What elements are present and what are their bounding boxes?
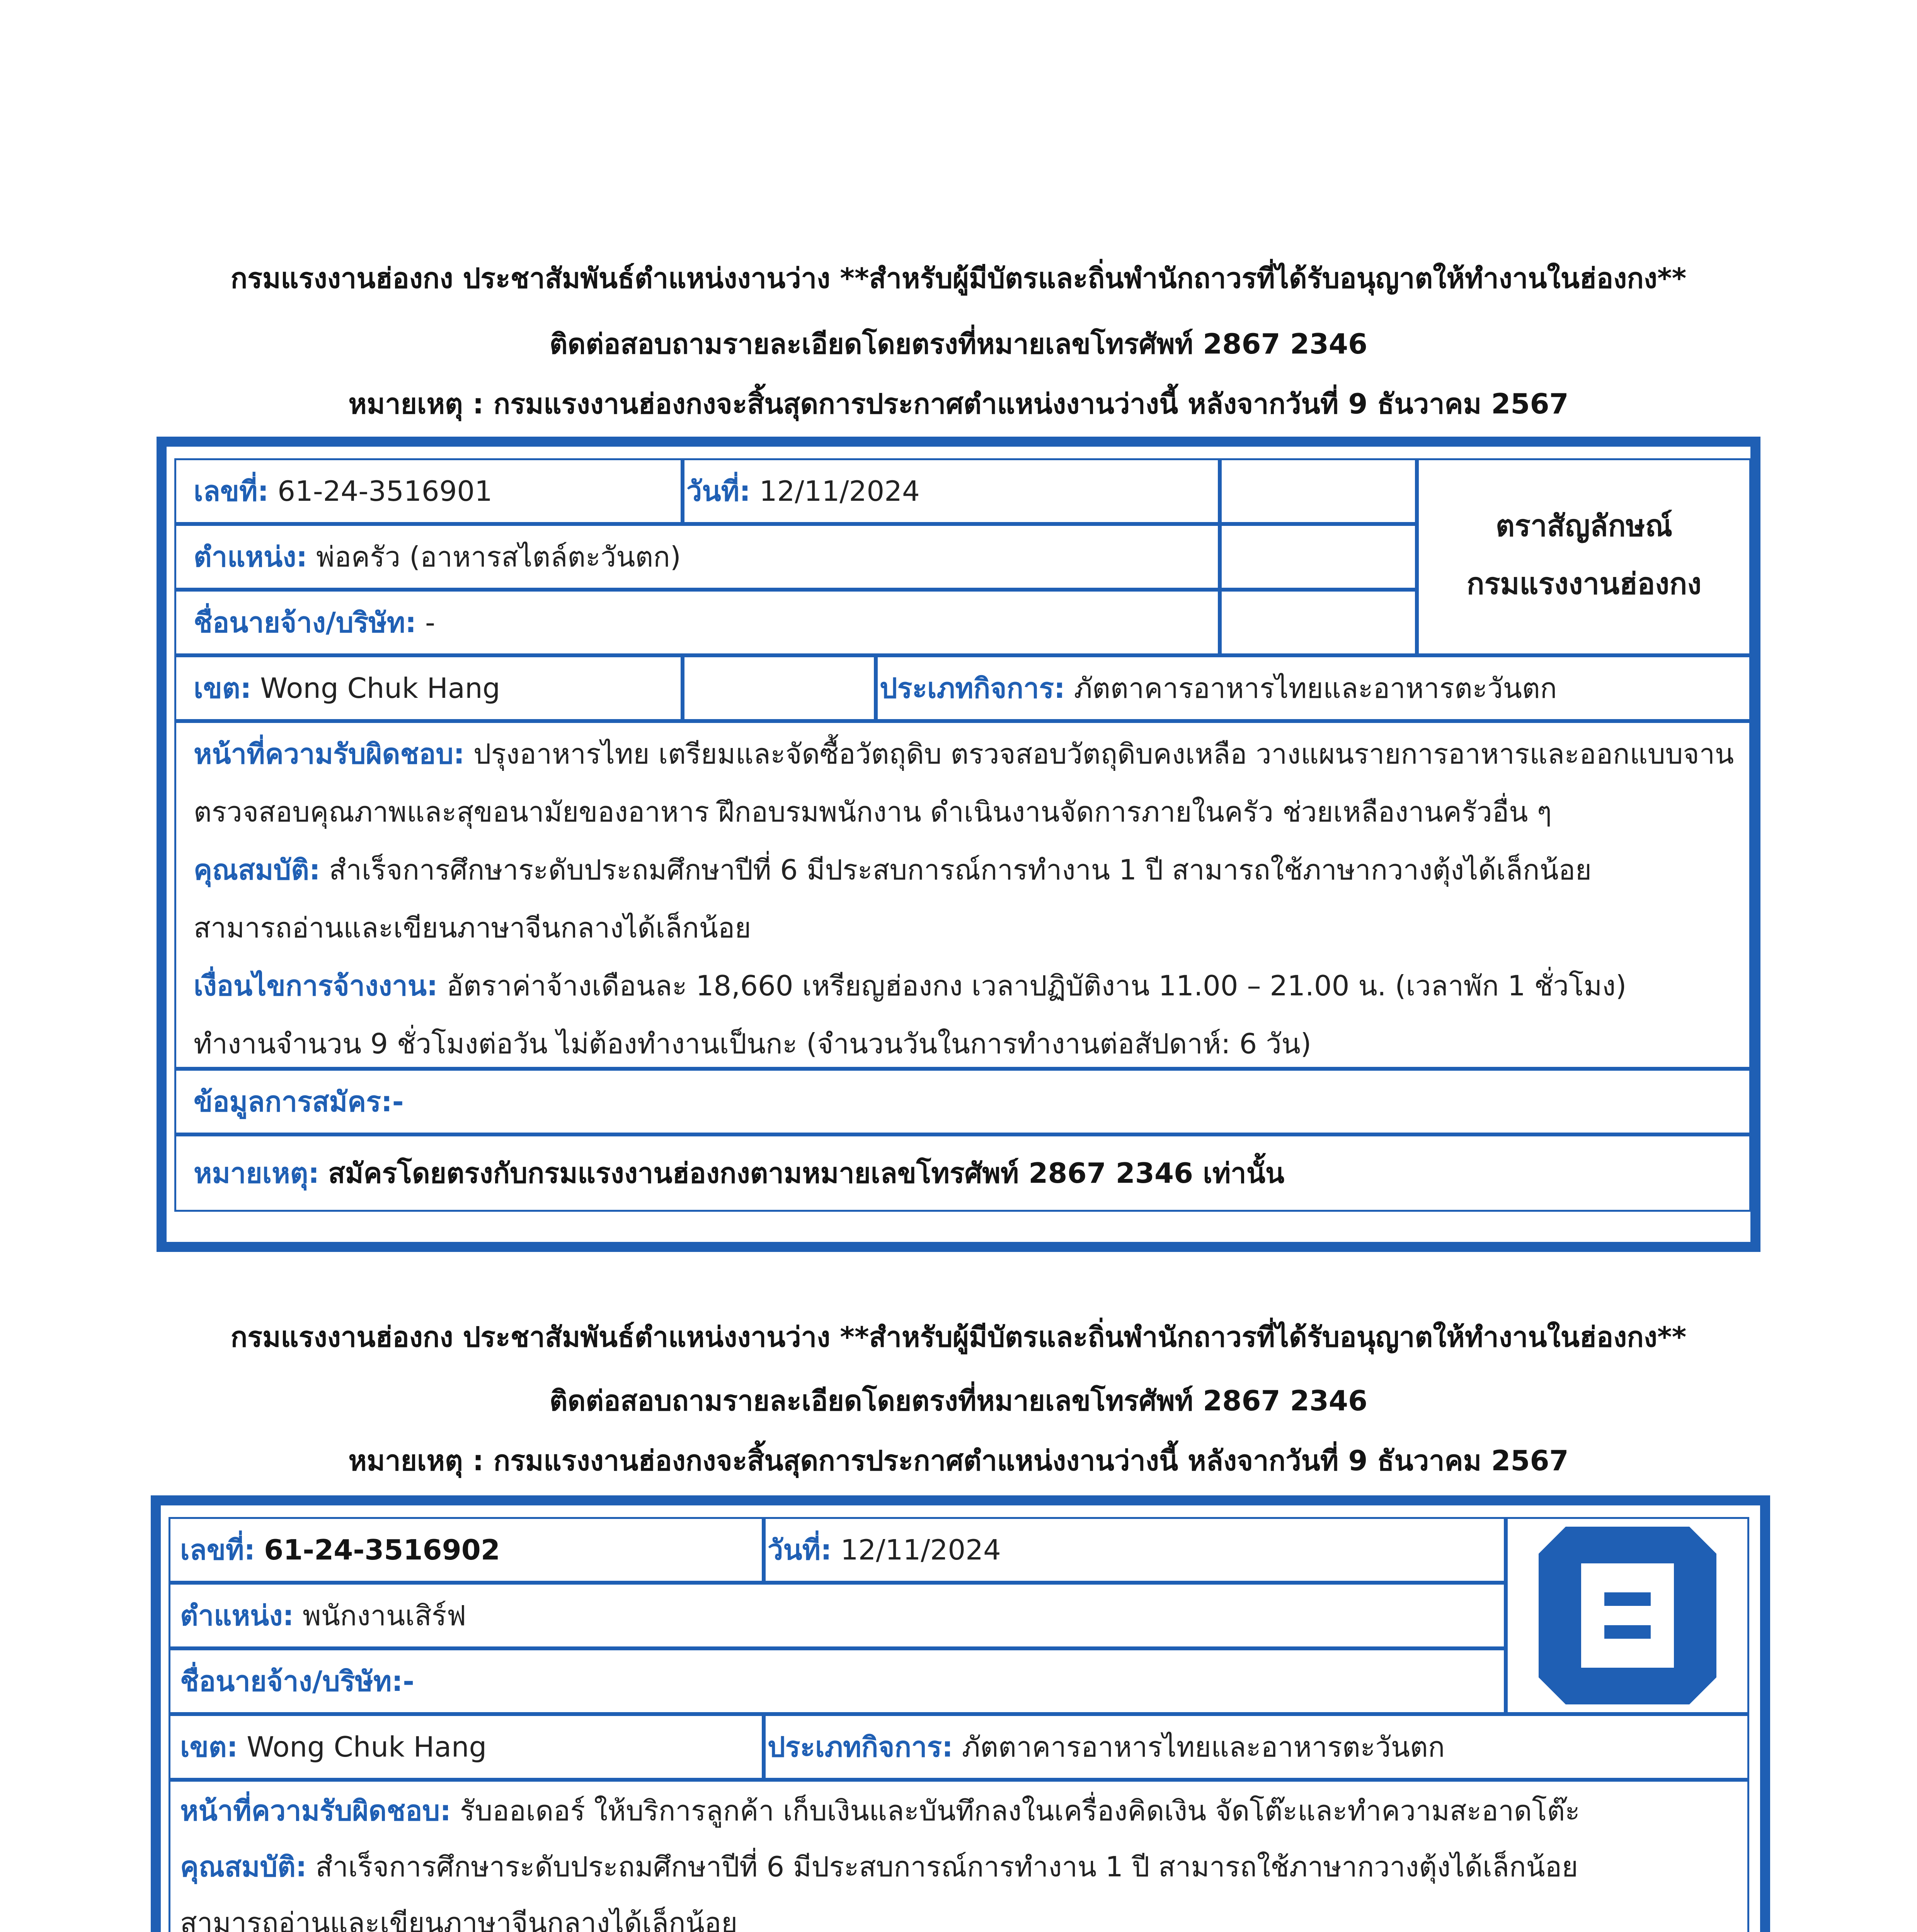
notice2-duties-line1: รับออเดอร์ ให้บริการลูกค้า เก็บเงินและบันทึกลงในเครื่องคิดเงิน จัดโต๊ะและทำความสะอาดโต๊ะ bbox=[460, 1794, 1580, 1827]
notice1-employer-label: ชื่อนายจ้าง/บริษัท: bbox=[194, 606, 417, 639]
notice2-business bbox=[768, 1718, 1445, 1776]
notice2-no bbox=[180, 1521, 500, 1579]
notice1-date bbox=[686, 462, 920, 520]
notice1-note-label: หมายเหตุ: bbox=[194, 1157, 320, 1189]
notice1-no-label: เลขที่: bbox=[194, 475, 269, 507]
notice1-date-label: วันที่: bbox=[686, 475, 751, 507]
notice2-qual-label: คุณสมบัติ: bbox=[180, 1850, 307, 1883]
notice2-district-value: Wong Chuk Hang bbox=[247, 1731, 487, 1763]
notice1-position-label: ตำแหน่ง: bbox=[194, 541, 308, 573]
notice2-card bbox=[151, 1495, 1770, 1932]
notice2-duties bbox=[180, 1782, 1580, 1840]
notice1-header-line3: หมายเหตุ : กรมแรงงานฮ่องกงจะสิ้นสุดการประกาศตำแหน่งงานว่างนี้ หลังจากวันที่ 9 ธันวาคม 2567 bbox=[348, 388, 1569, 420]
notice1-duties-label: หน้าที่ความรับผิดชอบ: bbox=[194, 738, 465, 770]
notice1-card bbox=[157, 437, 1760, 1252]
notice1-logo-cell bbox=[1417, 458, 1751, 655]
notice2-business-label: ประเภทกิจการ: bbox=[768, 1731, 953, 1763]
notice2-date-label: วันที่: bbox=[768, 1534, 832, 1566]
notice1-employer-value: - bbox=[425, 606, 435, 639]
notice1-business bbox=[880, 659, 1557, 717]
notice2-qual-line2: สามารถอ่านและเขียนภาษาจีนกลางได้เล็กน้อย bbox=[180, 1906, 738, 1932]
notice2-no-value: 61-24-3516902 bbox=[264, 1534, 500, 1566]
notice2-qual bbox=[180, 1838, 1578, 1896]
notice1-terms-label: เงื่อนไขการจ้างงาน: bbox=[194, 969, 438, 1002]
notice2-duties-label: หน้าที่ความรับผิดชอบ: bbox=[180, 1794, 451, 1827]
notice1-logo-line2: กรมแรงงานฮ่องกง bbox=[1466, 566, 1702, 601]
notice1-business-label: ประเภทกิจการ: bbox=[880, 672, 1065, 704]
notice1-blank-cell-2 bbox=[1220, 524, 1417, 590]
notice1-blank-cell-1 bbox=[1220, 458, 1417, 524]
notice1-apply-cell bbox=[174, 1069, 1751, 1134]
notice1-terms bbox=[194, 957, 1626, 1015]
notice2-qual-line1: สำเร็จการศึกษาระดับประถมศึกษาปีที่ 6 มีประสบการณ์การทำงาน 1 ปี สามารถใช้ภาษากวางตุ้งได้เล็กน้อย bbox=[315, 1850, 1578, 1883]
notice1-blank-cell-4 bbox=[683, 655, 876, 721]
notice1-business-value: ภัตตาคารอาหารไทยและอาหารตะวันตก bbox=[1074, 672, 1557, 704]
notice1-qual-line2: สามารถอ่านและเขียนภาษาจีนกลางได้เล็กน้อย bbox=[194, 912, 751, 944]
notice2-logo-cell bbox=[1506, 1517, 1749, 1714]
notice2-position-value: พนักงานเสิร์ฟ bbox=[303, 1599, 466, 1632]
notice1-district-label: เขต: bbox=[194, 672, 252, 704]
notice1-header-line1: กรมแรงงานฮ่องกง ประชาสัมพันธ์ตำแหน่งงานว่าง **สำหรับผู้มีบัตรและถิ่นพำนักถาวรที่ได้รับอนุญาตให้ทำงานในฮ่องกง** bbox=[230, 262, 1687, 294]
notice2-position-label: ตำแหน่ง: bbox=[180, 1599, 294, 1632]
notice2-district bbox=[180, 1718, 487, 1776]
notice1-header-line2: ติดต่อสอบถามรายละเอียดโดยตรงที่หมายเลขโทรศัพท์ 2867 2346 bbox=[549, 328, 1368, 360]
notice1-note-value: สมัครโดยตรงกับกรมแรงงานฮ่องกงตามหมายเลขโทรศัพท์ 2867 2346 เท่านั้น bbox=[328, 1157, 1285, 1189]
labour-department-logo-icon bbox=[1539, 1527, 1716, 1704]
notice1-duties-line2: ตรวจสอบคุณภาพและสุขอนามัยของอาหาร ฝึกอบรมพนักงาน ดำเนินงานจัดการภายในครัว ช่วยเหลืองานครัวอื่น ๆ bbox=[194, 796, 1552, 828]
notice1-no-value: 61-24-3516901 bbox=[278, 475, 492, 507]
notice1-no bbox=[194, 462, 492, 520]
notice1-duties-line1: ปรุงอาหารไทย เตรียมและจัดซื้อวัตถุดิบ ตรวจสอบวัตถุดิบคงเหลือ วางแผนรายการอาหารและออกแบบจาน bbox=[473, 738, 1734, 770]
notice1-qual-label: คุณสมบัติ: bbox=[194, 854, 320, 886]
notice2-position bbox=[180, 1587, 466, 1645]
notice1-district bbox=[194, 659, 500, 717]
notice1-position-value: พ่อครัว (อาหารสไตล์ตะวันตก) bbox=[316, 541, 681, 573]
notice2-date bbox=[768, 1521, 1001, 1579]
notice1-date-value: 12/11/2024 bbox=[759, 475, 920, 507]
notice1-terms-line2: ทำงานจำนวน 9 ชั่วโมงต่อวัน ไม่ต้องทำงานเป็นกะ (จำนวนวันในการทำงานต่อสัปดาห์: 6 วัน) bbox=[194, 1027, 1311, 1060]
notice2-date-value: 12/11/2024 bbox=[840, 1534, 1001, 1566]
notice2-business-value: ภัตตาคารอาหารไทยและอาหารตะวันตก bbox=[962, 1731, 1445, 1763]
notice1-terms-line1: อัตราค่าจ้างเดือนละ 18,660 เหรียญฮ่องกง เวลาปฏิบัติงาน 11.00 – 21.00 น. (เวลาพัก 1 ชั่วโมง) bbox=[446, 969, 1627, 1002]
notice2-header-line3: หมายเหตุ : กรมแรงงานฮ่องกงจะสิ้นสุดการประกาศตำแหน่งงานว่างนี้ หลังจากวันที่ 9 ธันวาคม 2567 bbox=[348, 1444, 1569, 1477]
notice2-employer-label: ชื่อนายจ้าง/บริษัท:- bbox=[180, 1665, 414, 1697]
notice1-position bbox=[194, 528, 681, 586]
notice1-qual bbox=[194, 841, 1592, 899]
notice1-district-value: Wong Chuk Hang bbox=[260, 672, 501, 704]
notice1-duties bbox=[194, 725, 1734, 783]
notice2-no-label: เลขที่: bbox=[180, 1534, 255, 1566]
notice1-employer bbox=[194, 594, 435, 651]
notice2-header-line1: กรมแรงงานฮ่องกง ประชาสัมพันธ์ตำแหน่งงานว่าง **สำหรับผู้มีบัตรและถิ่นพำนักถาวรที่ได้รับอนุญาตให้ทำงานในฮ่องกง** bbox=[230, 1321, 1687, 1353]
notice1-blank-cell-3 bbox=[1220, 590, 1417, 655]
notice1-qual-line1: สำเร็จการศึกษาระดับประถมศึกษาปีที่ 6 มีประสบการณ์การทำงาน 1 ปี สามารถใช้ภาษากวางตุ้งได้เล็กน้อย bbox=[329, 854, 1592, 886]
notice1-logo-line1: ตราสัญลักษณ์ bbox=[1495, 509, 1673, 543]
notice2-header-line2: ติดต่อสอบถามรายละเอียดโดยตรงที่หมายเลขโทรศัพท์ 2867 2346 bbox=[549, 1384, 1368, 1417]
notice1-apply-label: ข้อมูลการสมัคร:- bbox=[194, 1085, 404, 1118]
notice2-district-label: เขต: bbox=[180, 1731, 238, 1763]
notice1-note bbox=[194, 1144, 1284, 1202]
